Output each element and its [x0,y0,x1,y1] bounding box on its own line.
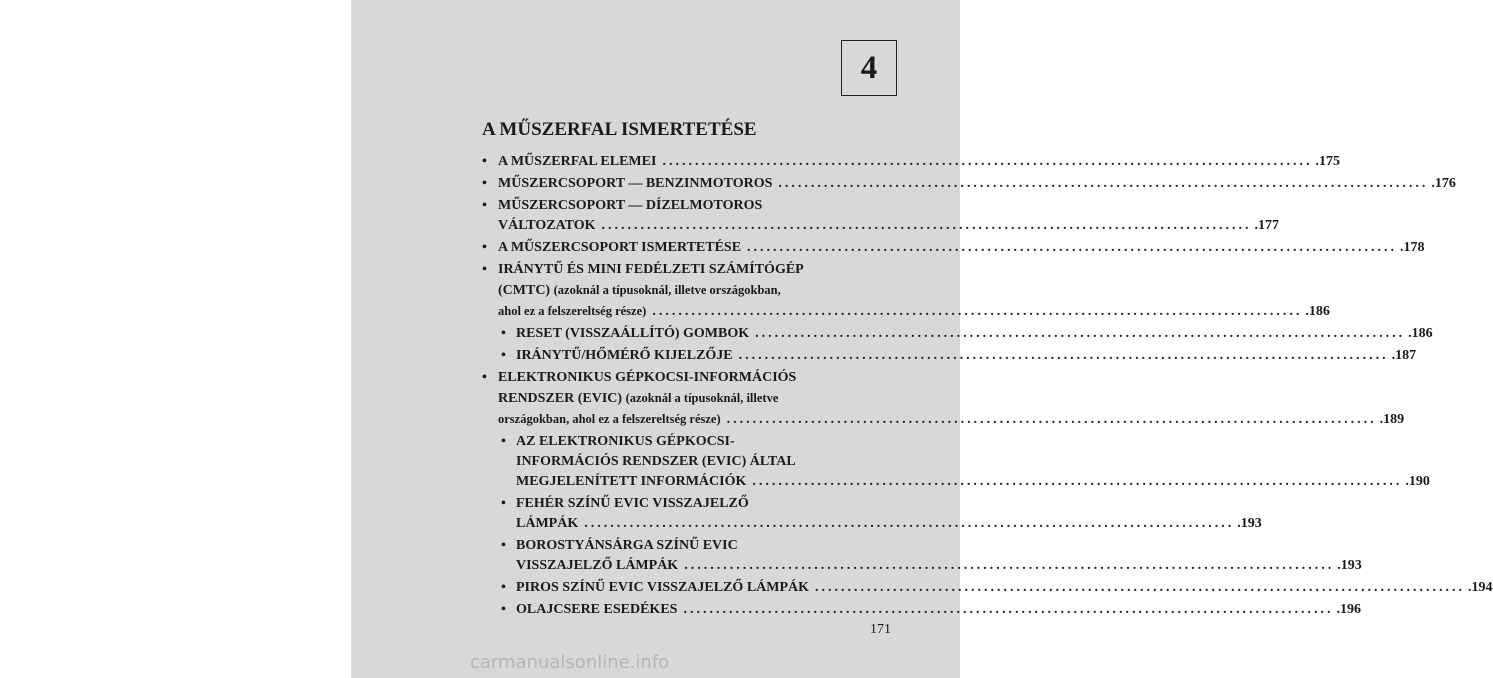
toc-page-ref: .186 [1408,326,1433,341]
leader-dots: .................................................................................................... [601,218,1252,233]
chapter-tab [841,40,897,96]
toc-entry-evic[interactable] [482,368,1405,430]
toc-page-ref: .193 [1337,558,1362,573]
toc-page-ref: .186 [1305,304,1330,319]
toc-page-ref: .193 [1237,516,1262,531]
leader-dots: .................................................................................................... [778,176,1429,191]
toc-entry-feher-evic[interactable] [482,494,1262,534]
toc-entry-line: MŰSZERCSOPORT — DÍZELMOTOROS [498,198,763,213]
toc-entry-line: RENDSZER (EVIC) [498,391,626,406]
blank-left-page [0,0,351,678]
toc-page-ref: .196 [1336,602,1361,617]
bullet-icon: • [482,154,487,169]
toc-entry-evic-informaciok[interactable] [482,432,1430,492]
toc-entry-muszercsoport-ismertetese[interactable] [482,238,1425,258]
page-number: 171 [870,622,891,637]
bullet-icon: • [482,198,487,213]
toc-page-ref: .190 [1405,474,1430,489]
bullet-icon: • [501,538,506,553]
toc-entry-piros-evic[interactable] [482,578,1493,598]
toc-entry-note: (azoknál a típusoknál, illetve [625,391,779,405]
leader-dots: .................................................................................................... [738,348,1389,363]
toc-entry-text: LÁMPÁK [516,516,579,531]
toc-page-ref: .178 [1400,240,1425,255]
toc-entry-cmtc[interactable] [482,260,1330,322]
bullet-icon: • [501,326,506,341]
toc-page-ref: .189 [1379,412,1405,427]
table-of-contents [482,152,1493,622]
bullet-icon: • [501,602,506,617]
leader-dots: .................................................................................................... [684,558,1335,573]
bullet-icon: • [501,496,506,511]
toc-page-ref: .194 [1468,580,1493,595]
toc-entry-text: IRÁNYTŰ/HŐMÉRŐ KIJELZŐJE [516,348,733,363]
toc-entry-olajcsere[interactable] [482,600,1361,620]
leader-dots: .................................................................................................... [755,326,1406,341]
manual-page [351,0,1493,678]
toc-entry-benzinmotoros[interactable] [482,174,1456,194]
toc-entry-note: (azoknál a típusoknál, illetve országokban, [553,283,781,297]
bullet-icon: • [501,348,506,363]
toc-entry-text: országokban, ahol ez a felszereltség része) [498,412,721,426]
toc-entry-borostyansarga-evic[interactable] [482,536,1362,576]
toc-entry-line: AZ ELEKTRONIKUS GÉPKOCSI- [516,434,735,449]
toc-entry-text: ahol ez a felszereltség része) [498,304,647,318]
toc-entry-line: ELEKTRONIKUS GÉPKOCSI-INFORMÁCIÓS [498,370,797,385]
toc-entry-line: IRÁNYTŰ ÉS MINI FEDÉLZETI SZÁMÍTÓGÉP [498,262,804,277]
toc-entry-text: PIROS SZÍNŰ EVIC VISSZAJELZŐ LÁMPÁK [516,580,810,595]
leader-dots: .................................................................................................... [752,474,1403,489]
bullet-icon: • [482,262,487,277]
toc-entry-text: VÁLTOZATOK [498,218,596,233]
bullet-icon: • [482,176,487,191]
toc-entry-text: RESET (VISSZAÁLLÍTÓ) GOMBOK [516,326,750,341]
leader-dots: .................................................................................................... [652,304,1303,319]
bullet-icon: • [501,580,506,595]
toc-entry-iranytu-homero[interactable] [482,346,1417,366]
toc-entry-text: A MŰSZERFAL ELEMEI [498,154,657,169]
section-title: A MŰSZERFAL ISMERTETÉSE [482,119,757,140]
toc-entry-text: MŰSZERCSOPORT — BENZINMOTOROS [498,176,773,191]
toc-page-ref: .176 [1431,176,1456,191]
leader-dots: .................................................................................................... [747,240,1398,255]
toc-entry-line: BOROSTYÁNSÁRGA SZÍNŰ EVIC [516,538,738,553]
toc-entry-text: OLAJCSERE ESEDÉKES [516,602,678,617]
toc-page-ref: .175 [1315,154,1340,169]
leader-dots: .................................................................................................... [584,516,1235,531]
toc-entry-text: MEGJELENÍTETT INFORMÁCIÓK [516,474,747,489]
toc-entry-reset-gombok[interactable] [482,324,1433,344]
watermark: carmanualsonline.info [470,652,670,673]
toc-entry-text: VISSZAJELZŐ LÁMPÁK [516,558,679,573]
chapter-number: 4 [860,49,878,86]
toc-entry-line: INFORMÁCIÓS RENDSZER (EVIC) ÁLTAL [516,454,796,469]
toc-entry-line: FEHÉR SZÍNŰ EVIC VISSZAJELZŐ [516,496,749,511]
leader-dots: .................................................................................................... [726,412,1377,427]
toc-entry-line: (CMTC) [498,283,554,298]
leader-dots: .................................................................................................... [815,580,1466,595]
bullet-icon: • [482,240,487,255]
toc-page-ref: .187 [1391,348,1417,363]
toc-entry-text: A MŰSZERCSOPORT ISMERTETÉSE [498,240,742,255]
bullet-icon: • [482,370,487,385]
leader-dots: .................................................................................................... [683,602,1334,617]
toc-entry-muszerfal-elemei[interactable] [482,152,1340,172]
toc-entry-dizelmotoros[interactable] [482,196,1280,236]
toc-page-ref: .177 [1254,218,1280,233]
bullet-icon: • [501,434,506,449]
leader-dots: .................................................................................................... [662,154,1313,169]
